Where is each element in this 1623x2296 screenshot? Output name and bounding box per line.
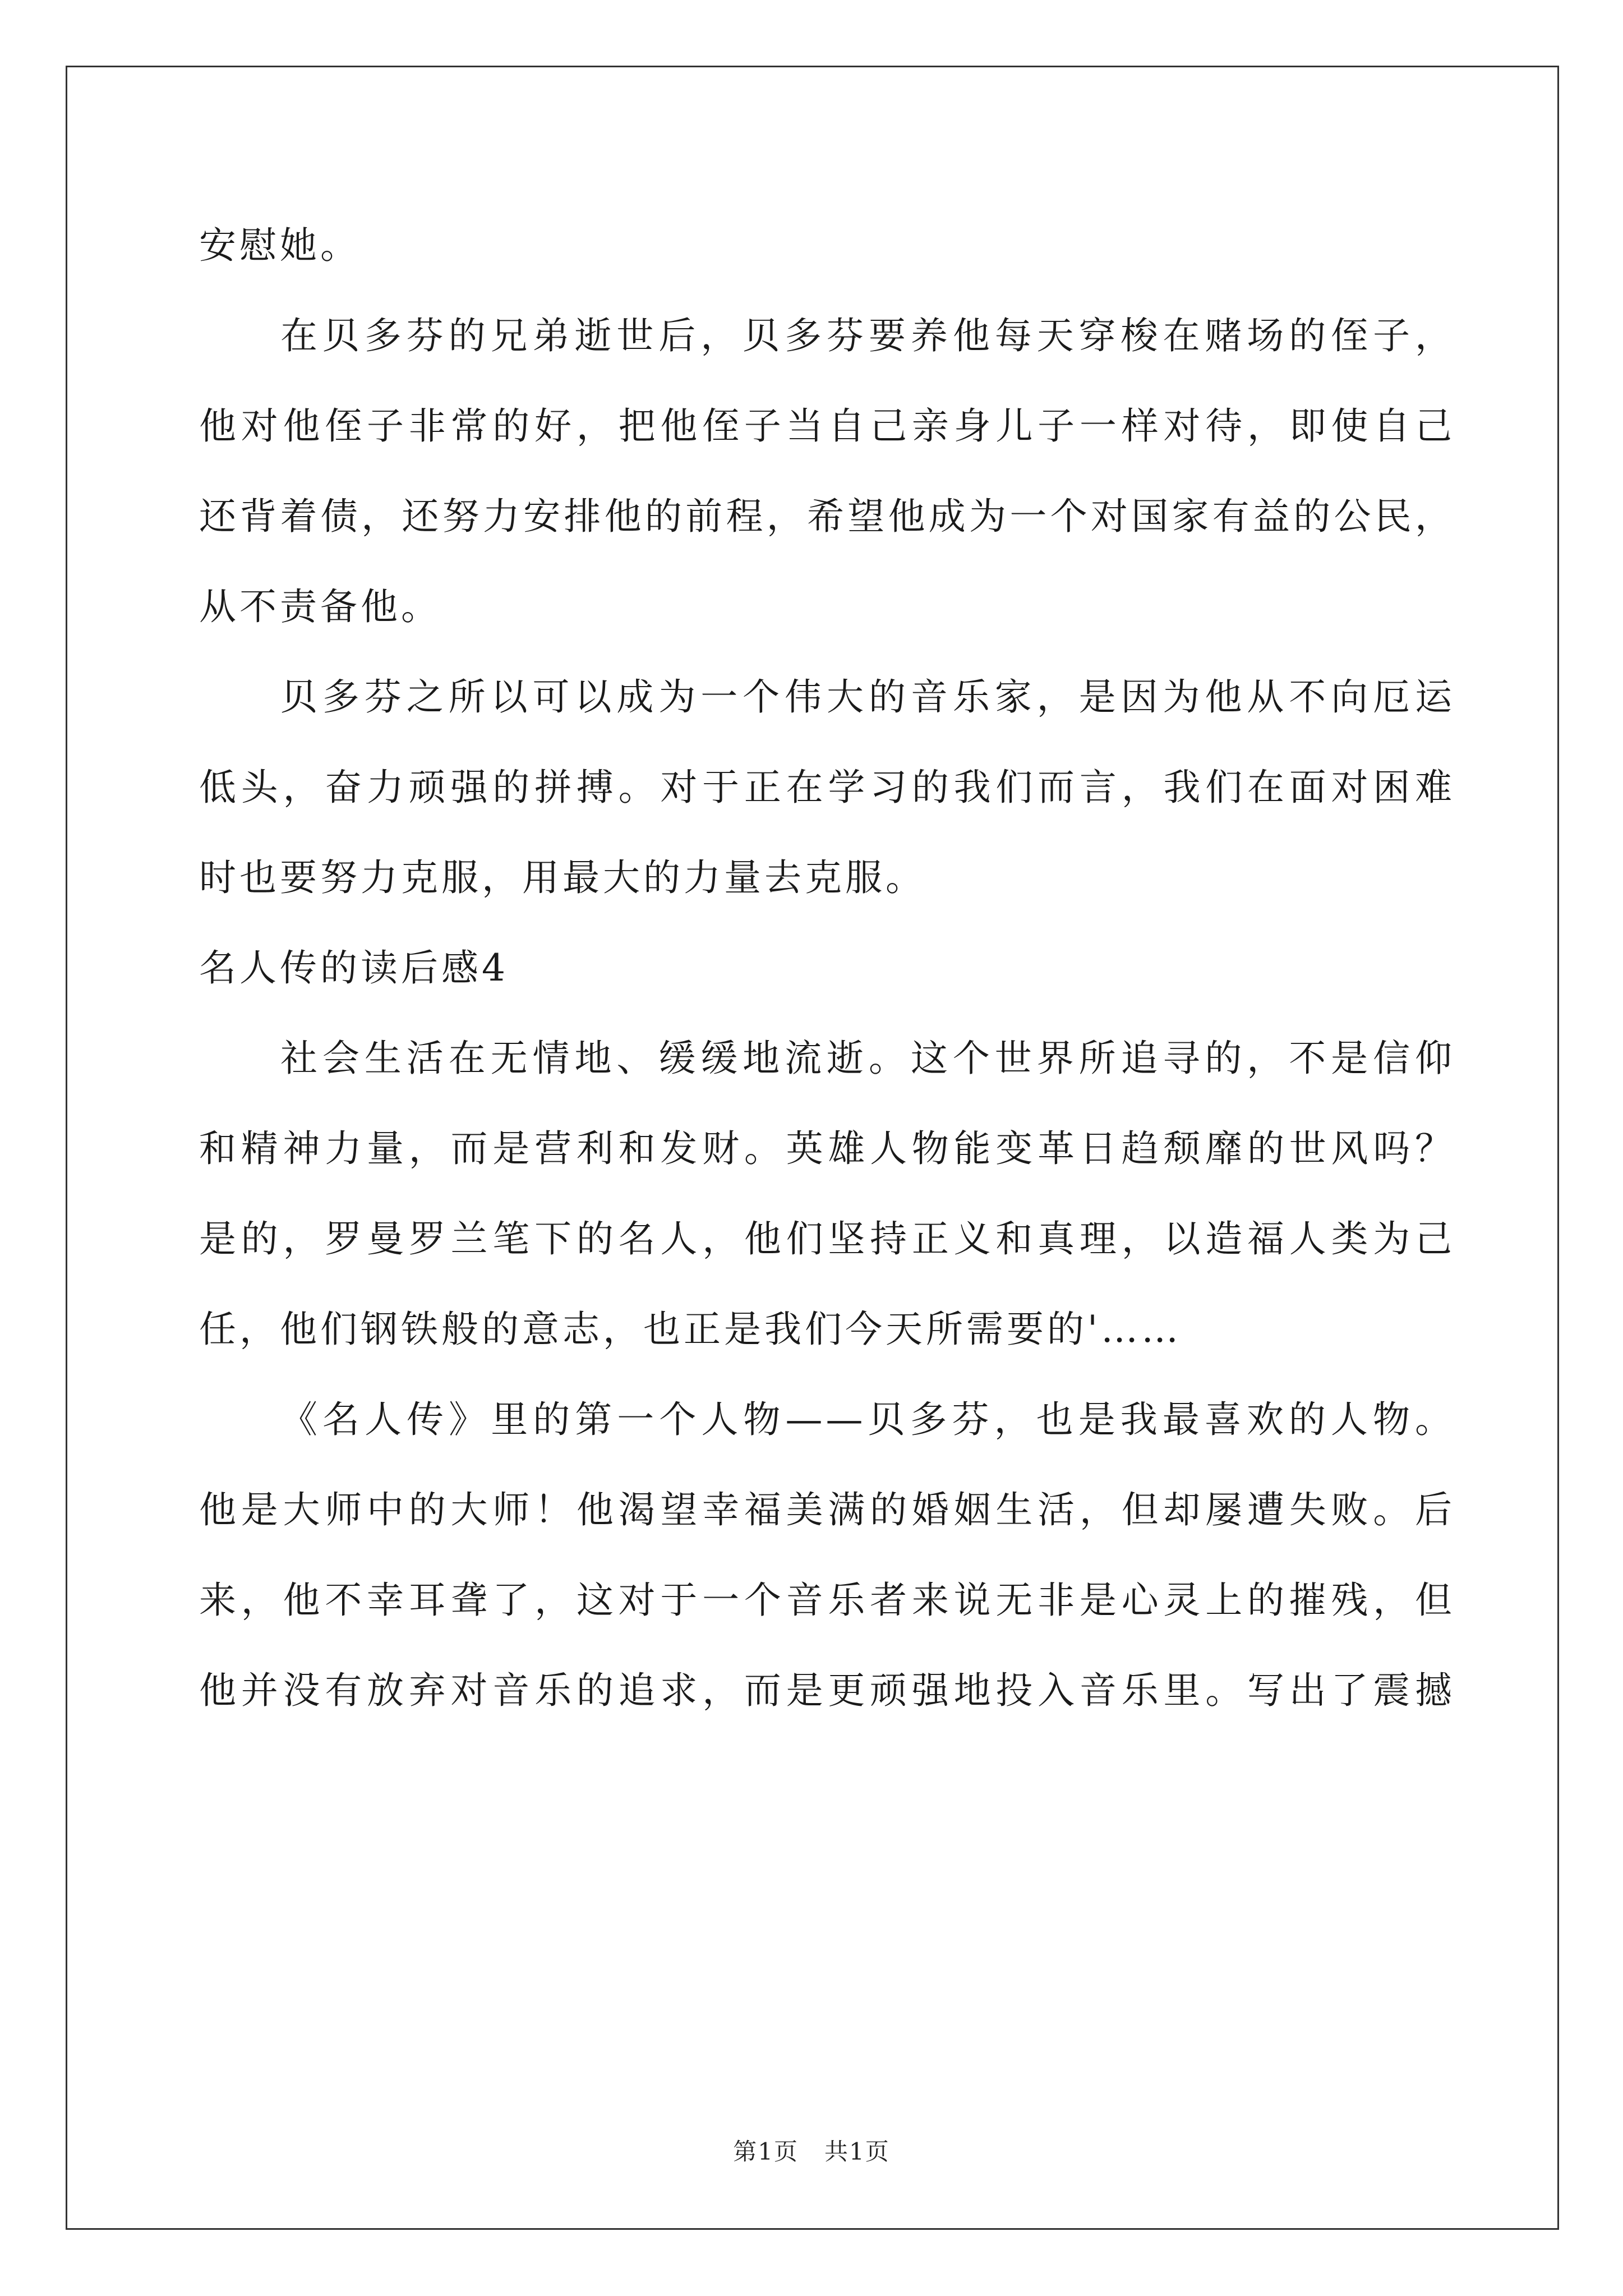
paragraph-line: 从不责备他。 (199, 585, 441, 628)
section-heading: 名人传的读后感4 (199, 946, 509, 990)
paragraph-line: 低头，奋力顽强的拼搏。对于正在学习的我们而言，我们在面对困难 (199, 766, 1455, 809)
paragraph-line: 还背着债，还努力安排他的前程，希望他成为一个对国家有益的公民， (199, 495, 1455, 538)
paragraph-line: 是的，罗曼罗兰笔下的名人，他们坚持正义和真理，以造福人类为己 (199, 1217, 1455, 1260)
paragraph-line: 安慰她。 (199, 224, 361, 267)
paragraph-line: 时也要努力克服，用最大的力量去克服。 (199, 856, 926, 899)
paragraph-line: 他对他侄子非常的好，把他侄子当自己亲身儿子一样对待，即使自己 (199, 404, 1455, 448)
paragraph-line: 他并没有放弃对音乐的追求，而是更顽强地投入音乐里。写出了震撼 (199, 1669, 1455, 1712)
paragraph-line: 《名人传》里的第一个人物——贝多芬，也是我最喜欢的人物。 (280, 1398, 1455, 1441)
paragraph-line: 任，他们钢铁般的意志，也正是我们今天所需要的'…… (199, 1308, 1182, 1351)
paragraph-line: 社会生活在无情地、缓缓地流逝。这个世界所追寻的，不是信仰 (280, 1037, 1455, 1080)
paragraph-line: 他是大师中的大师！他渴望幸福美满的婚姻生活，但却屡遭失败。后 (199, 1488, 1455, 1531)
paragraph-line: 来，他不幸耳聋了，这对于一个音乐者来说无非是心灵上的摧残，但 (199, 1579, 1455, 1622)
paragraph-line: 在贝多芬的兄弟逝世后，贝多芬要养他每天穿梭在赌场的侄子， (280, 314, 1455, 357)
page-footer: 第1页 共1页 (733, 2138, 890, 2165)
paragraph-line: 和精神力量，而是营利和发财。英雄人物能变革日趋颓靡的世风吗？ (199, 1127, 1455, 1170)
paragraph-line: 贝多芬之所以可以成为一个伟大的音乐家，是因为他从不向厄运 (280, 675, 1455, 719)
